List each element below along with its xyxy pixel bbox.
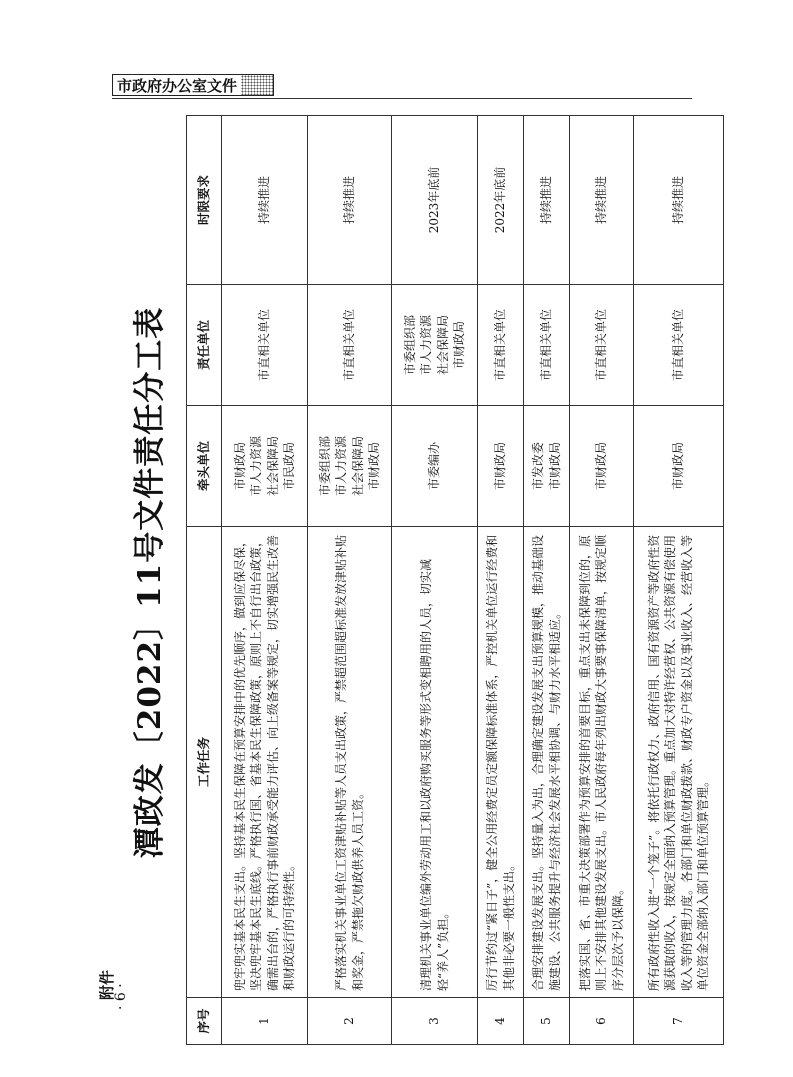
attachment-label: 附件 bbox=[98, 969, 116, 1000]
table-header-row bbox=[187, 116, 222, 1045]
responsible-unit: 市委组织部 市人力资源 社会保障局 市财政局 bbox=[392, 285, 478, 406]
row-number: 1 bbox=[222, 998, 308, 1045]
header-label: 市政府办公室文件 bbox=[116, 76, 237, 95]
deadline: 2022年底前 bbox=[478, 116, 524, 285]
row-number: 3 bbox=[392, 998, 478, 1045]
lead-unit: 市财政局 市人力资源 社会保障局 市民政局 bbox=[222, 406, 308, 527]
header-rule bbox=[112, 98, 692, 99]
deadline: 持续推进 bbox=[634, 116, 724, 285]
task-text: 所有政府性收入进“一个笼子”。将依托行政权力、政府信用、国有资源资产等政府性资源获取的收入，按规定全面纳入预算管理。重点加大对特许经营权、公共资源有偿使用收入等的管理力度。各部门和单位财政拨款、财政专户资金以及事业收入、经营收入等单位资金全部纳入部门和单位预算管理。 bbox=[634, 527, 724, 998]
column-header-task: 工作任务 bbox=[187, 527, 222, 998]
responsible-unit: 市直相关单位 bbox=[570, 285, 634, 406]
task-text: 严格落实机关事业单位工资津贴补贴等人员支出政策，严禁超范围超标准发放津贴补贴和奖金，严禁拖欠财政供养人员工资。 bbox=[308, 527, 392, 998]
responsible-unit: 市直相关单位 bbox=[634, 285, 724, 406]
lead-unit: 市委编办 bbox=[392, 406, 478, 527]
responsible-unit: 市直相关单位 bbox=[308, 285, 392, 406]
task-text: 兜牢兜实基本民生支出。坚持基本民生保障在预算安排中的优先顺序，做到应保尽保，坚决兜牢基本民生底线。严格执行国、省基本民生保障政策，原则上不自行出台政策，确需出台的，严格执行事前财政承受能力评估、向上级备案等规定，切实增强民生改善和财政运行的可持续性。 bbox=[222, 527, 308, 998]
deadline: 持续推进 bbox=[570, 116, 634, 285]
responsible-unit: 市直相关单位 bbox=[524, 285, 570, 406]
row-number: 4 bbox=[478, 998, 524, 1045]
table-row bbox=[308, 116, 392, 1045]
column-header-deadline: 时限要求 bbox=[187, 116, 222, 285]
row-number: 6 bbox=[570, 998, 634, 1045]
deadline: 持续推进 bbox=[222, 116, 308, 285]
lead-unit: 市财政局 bbox=[570, 406, 634, 527]
deadline: 持续推进 bbox=[524, 116, 570, 285]
page-number: · 6 · bbox=[113, 983, 129, 1010]
column-header-lead: 牵头单位 bbox=[187, 406, 222, 527]
table-row bbox=[222, 116, 308, 1045]
responsible-unit: 市直相关单位 bbox=[478, 285, 524, 406]
task-text: 合理安排建设发展支出。坚持量入为出，合理确定建设发展支出预算规模，推动基础设施建设、公共服务提升与经济社会发展水平相协调、与财力水平相适应。 bbox=[524, 527, 570, 998]
lead-unit: 市委组织部 市人力资源 社会保障局 市财政局 bbox=[308, 406, 392, 527]
table-row bbox=[392, 116, 478, 1045]
lead-unit: 市财政局 bbox=[634, 406, 724, 527]
row-number: 2 bbox=[308, 998, 392, 1045]
deadline: 持续推进 bbox=[308, 116, 392, 285]
document-header-badge bbox=[112, 74, 274, 96]
column-header-responsible: 责任单位 bbox=[187, 285, 222, 406]
task-text: 把落实国、省、市重大决策部署作为预算安排的首要目标，重点支出未保障到位的，原则上不安排其他建设发展支出。市人民政府每年列出财政大事要事保障清单，按规定顺序分层次予以保障。 bbox=[570, 527, 634, 998]
table-row bbox=[524, 116, 570, 1045]
task-text: 清理机关事业单位编外劳动用工和以政府购买服务等形式变相聘用的人员，切实减轻“养人”负担。 bbox=[392, 527, 478, 998]
task-text: 厉行节约过“紧日子”，健全公用经费定员定额保障标准体系，严控机关单位运行经费和其他非必要一般性支出。 bbox=[478, 527, 524, 998]
document-title: 潭政发〔2022〕11号文件责任分工表 bbox=[132, 306, 168, 859]
rotated-page-content bbox=[96, 110, 710, 1055]
column-header-no: 序号 bbox=[187, 998, 222, 1045]
table-row bbox=[570, 116, 634, 1045]
table-row bbox=[634, 116, 724, 1045]
row-number: 5 bbox=[524, 998, 570, 1045]
lead-unit: 市财政局 bbox=[478, 406, 524, 527]
header-pattern bbox=[241, 75, 273, 95]
responsibility-table bbox=[186, 115, 724, 1045]
responsible-unit: 市直相关单位 bbox=[222, 285, 308, 406]
lead-unit: 市发改委 市财政局 bbox=[524, 406, 570, 527]
deadline: 2023年底前 bbox=[392, 116, 478, 285]
row-number: 7 bbox=[634, 998, 724, 1045]
table-row bbox=[478, 116, 524, 1045]
